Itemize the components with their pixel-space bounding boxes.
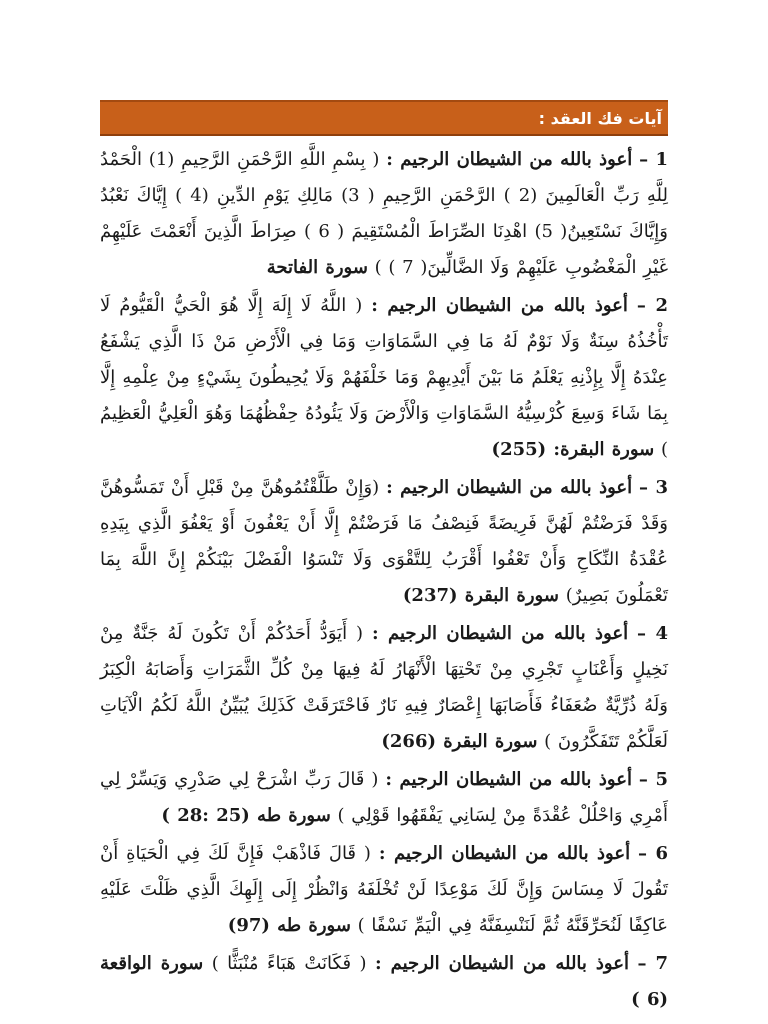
verse-paragraph-7 — [100, 946, 668, 1018]
istiadha-text: أعوذ بالله من الشيطان الرجيم : — [374, 953, 629, 974]
paragraph-number: 3 – — [639, 477, 668, 498]
verse-paragraph-6 — [100, 836, 668, 944]
paragraph-number: 7 – — [637, 953, 668, 974]
istiadha-text: أعوذ بالله من الشيطان الرجيم : — [385, 769, 632, 790]
surah-reference: سورة البقرة (237) — [402, 585, 559, 606]
section-header-bar — [100, 100, 668, 136]
surah-reference: سورة البقرة (266) — [381, 731, 538, 752]
istiadha-text: أعوذ بالله من الشيطان الرجيم : — [371, 623, 629, 644]
istiadha-text: أعوذ بالله من الشيطان الرجيم : — [386, 149, 633, 170]
surah-reference: سورة طه (25 :28 ) — [161, 805, 331, 826]
surah-reference: سورة الواقعة (6 ) — [100, 953, 668, 1010]
verses-list — [100, 142, 668, 1018]
verse-paragraph-1 — [100, 142, 668, 286]
section-title: آيات فك العقد : — [538, 108, 662, 128]
surah-reference: سورة البقرة: (255) — [491, 439, 655, 460]
document-page — [100, 100, 668, 1010]
istiadha-text: أعوذ بالله من الشيطان الرجيم : — [386, 477, 633, 498]
verse-paragraph-5 — [100, 762, 668, 834]
verse-text: ( أَيَوَدُّ أَحَدُكُمْ أَنْ تَكُونَ لَهُ جَنَّةٌ مِنْ نَخِيلٍ وَأَعْنَابٍ تَجْرِي مِنْ تَحْتِهَا الْأَنْهَارُ لَهُ فِيهَا مِنْ كُلِّ الثَّمَرَاتِ وَأَصَابَهُ الْكِبَرُ وَلَهُ ذُرِّيَّةٌ ضُعَفَاءُ فَأَصَابَهَا إِعْصَارٌ فِيهِ نَارٌ فَاحْتَرَقَتْ كَذَلِكَ يُبَيِّنُ اللَّهُ لَكُمُ الْآيَاتِ لَعَلَّكُمْ تَتَفَكَّرُونَ ) — [100, 623, 668, 752]
verse-paragraph-2 — [100, 288, 668, 468]
surah-reference: سورة الفاتحة — [266, 257, 368, 278]
verse-text: ( اللَّهُ لَا إِلَهَ إِلَّا هُوَ الْحَيُّ الْقَيُّومُ لَا تَأْخُذُهُ سِنَةٌ وَلَا نَوْمٌ لَهُ مَا فِي السَّمَاوَاتِ وَمَا فِي الْأَرْضِ مَنْ ذَا الَّذِي يَشْفَعُ عِنْدَهُ إِلَّا بِإِذْنِهِ يَعْلَمُ مَا بَيْنَ أَيْدِيهِمْ وَمَا خَلْفَهُمْ وَلَا يُحِيطُونَ بِشَيْءٍ مِنْ عِلْمِهِ إِلَّا بِمَا شَاءَ وَسِعَ كُرْسِيُّهُ السَّمَاوَاتِ وَالْأَرْضَ وَلَا يَئُودُهُ حِفْظُهُمَا وَهُوَ الْعَلِيُّ الْعَظِيمُ ) — [100, 295, 668, 460]
surah-reference: سورة طه (97) — [227, 915, 351, 936]
verse-paragraph-4 — [100, 616, 668, 760]
paragraph-number: 2 – — [636, 295, 668, 316]
verse-text: ( فَكَانَتْ هَبَاءً مُنْبَثًّا ) — [211, 953, 367, 974]
verse-paragraph-3 — [100, 470, 668, 614]
verse-text: ( بِسْمِ اللَّهِ الرَّحْمَنِ الرَّحِيمِ (1) الْحَمْدُ لِلَّهِ رَبِّ الْعَالَمِينَ (2 ) الرَّحْمَنِ الرَّحِيمِ ( 3) مَالِكِ يَوْمِ الدِّينِ (4 ) إِيَّاكَ نَعْبُدُ وَإِيَّاكَ نَسْتَعِينُ( 5) اهْدِنَا الصِّرَاطَ الْمُسْتَقِيمَ ( 6 ) صِرَاطَ الَّذِينَ أَنْعَمْتَ عَلَيْهِمْ غَيْرِ الْمَغْضُوبِ عَلَيْهِمْ وَلَا الضَّالِّينَ( 7 ) ) — [100, 149, 668, 278]
paragraph-number: 1 – — [639, 149, 668, 170]
istiadha-text: أعوذ بالله من الشيطان الرجيم : — [371, 295, 628, 316]
paragraph-number: 5 – — [638, 769, 668, 790]
paragraph-number: 4 – — [637, 623, 668, 644]
verse-text: (وَإِنْ طَلَّقْتُمُوهُنَّ مِنْ قَبْلِ أَنْ تَمَسُّوهُنَّ وَقَدْ فَرَضْتُمْ لَهُنَّ فَرِيضَةً فَنِصْفُ مَا فَرَضْتُمْ إِلَّا أَنْ يَعْفُونَ أَوْ يَعْفُوَ الَّذِي بِيَدِهِ عُقْدَةُ النِّكَاحِ وَأَنْ تَعْفُوا أَقْرَبُ لِلتَّقْوَى وَلَا تَنْسَوُا الْفَضْلَ بَيْنَكُمْ إِنَّ اللَّهَ بِمَا تَعْمَلُونَ بَصِيرٌ) — [100, 477, 668, 606]
istiadha-text: أعوذ بالله من الشيطان الرجيم : — [378, 843, 631, 864]
paragraph-number: 6 – — [638, 843, 668, 864]
verse-text: ( قَالَ فَاذْهَبْ فَإِنَّ لَكَ فِي الْحَيَاةِ أَنْ تَقُولَ لَا مِسَاسَ وَإِنَّ لَكَ مَوْعِدًا لَنْ تُخْلَفَهُ وَانْظُرْ إِلَى إِلَهِكَ الَّذِي ظَلْتَ عَلَيْهِ عَاكِفًا لَنُحَرِّقَنَّهُ ثُمَّ لَنَنْسِفَنَّهُ فِي الْيَمِّ نَسْفًا ) — [100, 843, 668, 936]
verse-text: ( قَالَ رَبِّ اشْرَحْ لِي صَدْرِي وَيَسِّرْ لِي أَمْرِي وَاحْلُلْ عُقْدَةً مِنْ لِسَانِي يَفْقَهُوا قَوْلِي ) — [100, 769, 668, 826]
